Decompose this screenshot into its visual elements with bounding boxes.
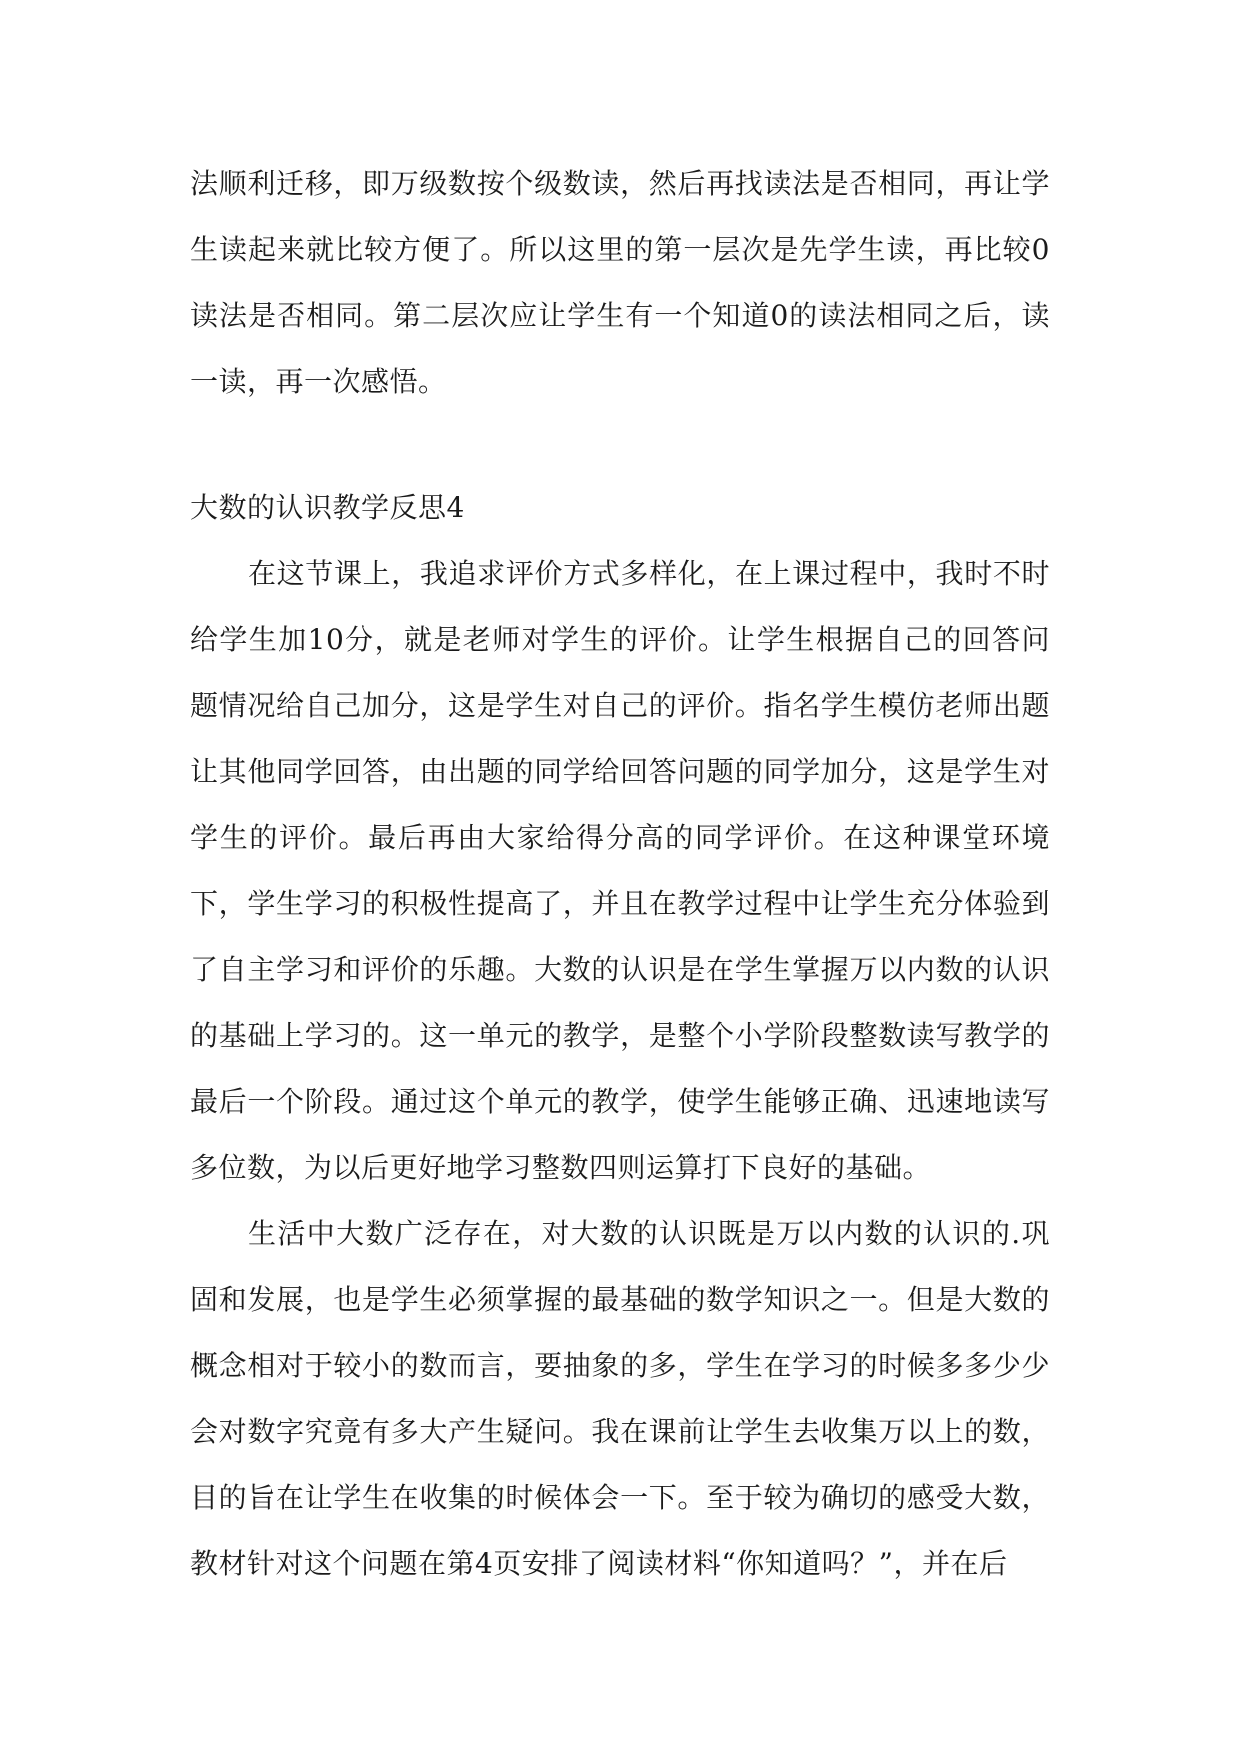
paragraph-continuation: 法顺利迁移，即万级数按个级数读，然后再找读法是否相同，再让学生读起来就比较方便了。所以这里的第一层次是先学生读，再比较0读法是否相同。第二层次应让学生有一个知道0的读法相同之后，读一读，再一次感悟。 bbox=[190, 167, 1050, 398]
section-heading: 大数的认识教学反思4 bbox=[190, 491, 465, 524]
paragraph-large-numbers: 生活中大数广泛存在，对大数的认识既是万以内数的认识的.巩固和发展，也是学生必须掌握的最基础的数学知识之一。但是大数的概念相对于较小的数而言，要抽象的多，学生在学习的时候多多少少会对数字究竟有多大产生疑问。我在课前让学生去收集万以上的数，目的旨在让学生在收集的时候体会一下。至于较为确切的感受大数，教材针对这个问题在第4页安排了阅读材料“你知道吗？”，并在后 bbox=[190, 1217, 1050, 1580]
paragraph-evaluation: 在这节课上，我追求评价方式多样化，在上课过程中，我时不时给学生加10分，就是老师对学生的评价。让学生根据自己的回答问题情况给自己加分，这是学生对自己的评价。指名学生模仿老师出题让其他同学回答，由出题的同学给回答问题的同学加分，这是学生对学生的评价。最后再由大家给得分高的同学评价。在这种课堂环境下，学生学习的积极性提高了，并且在教学过程中让学生充分体验到了自主学习和评价的乐趣。大数的认识是在学生掌握万以内数的认识的基础上学习的。这一单元的教学，是整个小学阶段整数读写教学的最后一个阶段。通过这个单元的教学，使学生能够正确、迅速地读写多位数，为以后更好地学习整数四则运算打下良好的基础。 bbox=[190, 557, 1050, 1184]
